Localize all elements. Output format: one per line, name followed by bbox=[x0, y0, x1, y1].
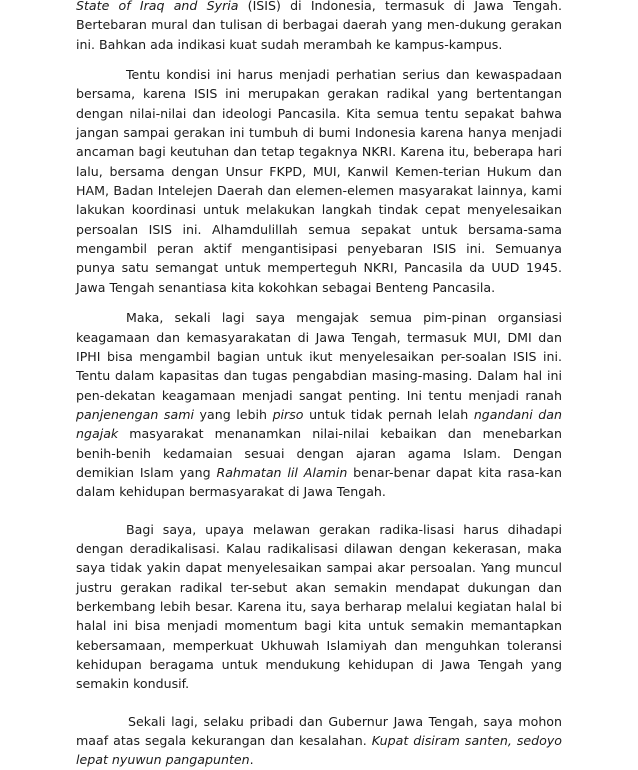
text-run: . bbox=[249, 752, 254, 768]
text-run: (ISIS) di Indonesia, termasuk di Jawa Tengah. Bertebaran mural dan tulisan di berbagai daerah yang men-dukung gerakan ini. Bahkan ada indikasi kuat sudah merambah ke kampus-kampus. bbox=[76, 0, 562, 52]
paragraph bbox=[76, 0, 562, 54]
paragraph bbox=[76, 712, 562, 770]
italic-text: panjenengan sami bbox=[76, 406, 194, 422]
paragraph bbox=[76, 308, 562, 501]
text-run: masyarakat menanamkan nilai-nilai kebaikan dan menebarkan benih-benih kedamaian sesuai dengan ajaran agama Islam. Dengan demikian Islam yang bbox=[76, 426, 562, 480]
text-run: untuk tidak pernah lelah bbox=[303, 406, 474, 422]
text-run: yang lebih bbox=[193, 406, 273, 422]
italic-text: pirso bbox=[272, 406, 304, 422]
italic-text: ngandani dan ngajak bbox=[76, 406, 562, 442]
text-run: Sekali lagi, selaku pribadi dan Gubernur Jawa Tengah, saya mohon maaf atas segala kekurangan dan kesalahan. bbox=[76, 713, 562, 749]
text-run: benar-benar dapat kita rasa-kan dalam kehidupan bermasyarakat di Jawa Tengah. bbox=[76, 464, 563, 500]
paragraph bbox=[76, 65, 562, 297]
text-run: Maka, sekali lagi saya mengajak semua pim-pinan organsiasi keagamaan dan kemasyarakatan di Jawa Tengah, termasuk MUI, DMI dan IPHI bisa mengambil bagian untuk ikut menyelesaikan per-soalan ISIS ini. Tentu dalam kapasitas dan tugas pengabdian masing-masing. Dalam hal ini pen-dekatan keagamaan menjadi sangat penting. Ini tentu menjadi ranah bbox=[76, 310, 562, 403]
text-run: Tentu kondisi ini harus menjadi perhatian serius dan kewaspadaan bersama, karena ISIS ini merupakan gerakan radikal yang bertentangan dengan nilai-nilai dan ideologi Pancasila. Kita semua tentu sepakat bahwa jangan sampai gerakan ini tumbuh di bumi Indonesia karena hanya menjadi ancaman bagi keutuhan dan tetap tegaknya NKRI. Karena itu, beberapa hari lalu, bersama dengan Unsur FKPD, MUI, Kanwil Kemen-terian Hukum dan HAM, Badan Intelejen Daerah dan elemen-elemen masyarakat lainnya, kami lakukan koordinasi untuk melakukan langkah tindak cepat menyelesaikan persoalan ISIS ini. Alhamdulillah semua sepakat untuk bersama-sama mengambil peran aktif mengantisipasi penyebaran ISIS ini. Semuanya punya satu semangat untuk memperteguh NKRI, Pancasila da UUD 1945. Jawa Tengah senantiasa kita kokohkan sebagai Benteng Pancasila. bbox=[76, 67, 562, 295]
italic-text: Kupat disiram santen, sedoyo lepat nyuwun pangapunten bbox=[76, 733, 563, 768]
document-page bbox=[76, 0, 562, 770]
paragraph bbox=[76, 520, 562, 694]
italic-text: Rahmatan lil Alamin bbox=[216, 464, 348, 480]
italic-text: State of Iraq and Syria bbox=[76, 0, 239, 13]
text-run: Bagi saya, upaya melawan gerakan radika-lisasi harus dihadapi dengan deradikalisasi. Kalau radikalisasi dilawan dengan kekerasan, maka saya tidak yakin dapat menyelesaikan sampai akar persoalan. Yang muncul justru gerakan radikal ter-sebut akan semakin mendapat dukungan dan berkembang lebih besar. Karena itu, saya berharap melalui kegiatan halal bi halal ini bisa menjadi momentum bagi kita untuk semakin memantapkan kebersamaan, memperkuat Ukhuwah Islamiyah dan menguhkan toleransi kehidupan beragama untuk mendukung kehidupan di Jawa Tengah yang semakin kondusif. bbox=[76, 521, 562, 692]
